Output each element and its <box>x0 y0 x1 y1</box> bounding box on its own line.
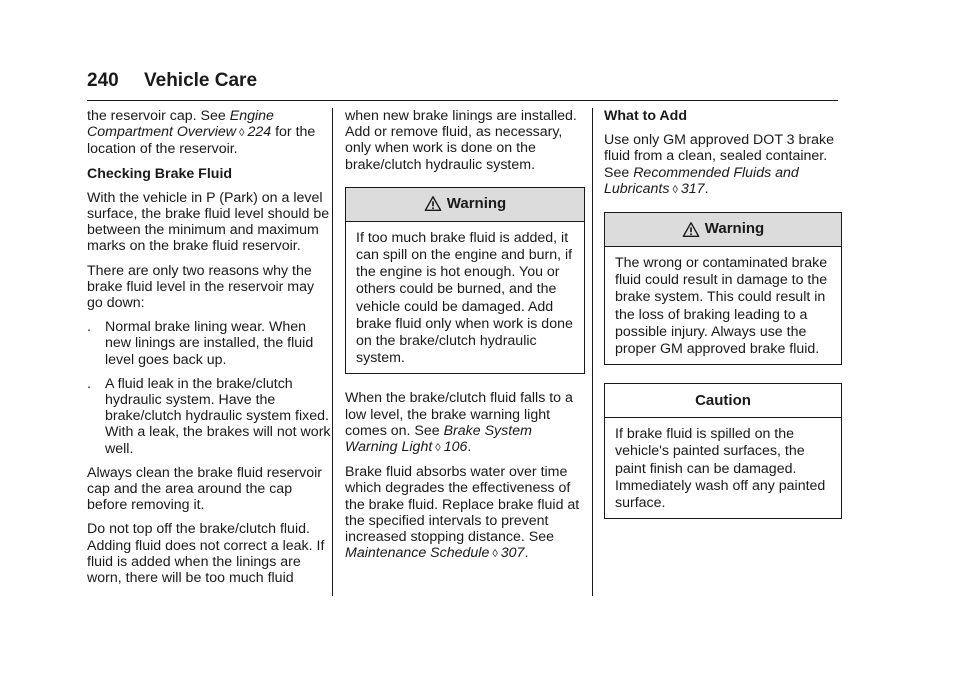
paragraph: Always clean the brake fluid reservoir cap and the area around the cap before removing it. <box>87 464 322 514</box>
paragraph: Brake fluid absorbs water over time which degrades the effectiveness of the brake fluid. Replace brake fluid at the specified intervals to prevent increased stopping distance. See Maintenance Schedule ◊ 307. <box>345 464 580 562</box>
subheading: What to Add <box>604 108 687 124</box>
paragraph: when new brake linings are installed. Add or remove fluid, as necessary, only when work is done on the brake/clutch hydraulic system. <box>345 108 577 173</box>
paragraph: There are only two reasons why the brake fluid level in the reservoir may go down: <box>87 262 315 312</box>
paragraph: When the brake/clutch fluid falls to a low level, the brake warning light comes on. See Brake System Warning Light ◊ 106. <box>345 390 573 456</box>
page-ref-icon: ◊ <box>672 183 678 196</box>
cross-reference-link[interactable]: Engine Compartment Overview <box>87 108 274 141</box>
cross-reference-link[interactable]: Maintenance Schedule <box>345 545 490 562</box>
warning-triangle-icon <box>682 221 700 239</box>
warning-triangle-icon <box>424 195 442 213</box>
page-number: 240 <box>87 70 119 91</box>
cross-reference-link[interactable]: Recommended Fluids and Lubricants <box>604 164 799 197</box>
page-ref-number[interactable]: 317 <box>680 180 705 197</box>
column-3 <box>604 108 842 519</box>
warning-title: Warning <box>704 220 765 238</box>
page-ref-icon: ◊ <box>492 548 498 561</box>
warning-title: Warning <box>446 195 507 213</box>
warning-text: The wrong or contaminated brake fluid could result in damage to the brake system. This could result in the loss of braking leading to a possible injury. Always use the proper GM approved brake fluid. <box>615 255 828 358</box>
column-2 <box>345 108 585 570</box>
bullet-icon: . <box>87 375 91 392</box>
warning-header <box>605 213 841 247</box>
cross-reference-link[interactable]: Brake System Warning Light <box>345 422 532 456</box>
warning-header <box>346 188 584 222</box>
caution-header <box>605 384 841 418</box>
page-ref-icon: ◊ <box>435 442 441 455</box>
caution-title: Caution <box>695 391 751 409</box>
warning-text: If too much brake fluid is added, it can spill on the engine and burn, if the engine is hot enough. You or others could be burned, and the vehicle could be damaged. Add brake fluid only when work is done on the brake/clutch hydraulic system. <box>356 229 573 367</box>
subheading: Checking Brake Fluid <box>87 165 233 182</box>
column-divider <box>332 108 333 596</box>
column-1 <box>87 108 332 594</box>
warning-box <box>604 212 842 365</box>
warning-box <box>345 187 585 375</box>
bullet-item: . A fluid leak in the brake/clutch hydraulic system. Have the brake/clutch hydraulic system fixed. With a leak, the brakes will not work well. <box>87 375 331 457</box>
bullet-icon: . <box>87 319 91 336</box>
section-title: Vehicle Care <box>144 70 258 91</box>
paragraph: Use only GM approved DOT 3 brake fluid from a clean, sealed container. See Recommended Fluids and Lubricants ◊ 317. <box>604 132 834 197</box>
column-divider <box>592 108 593 596</box>
caution-text: If brake fluid is spilled on the vehicle's painted surfaces, the paint finish can be damaged. Immediately wash off any painted surface. <box>615 426 826 512</box>
intro-paragraph: the reservoir cap. See Engine Compartment Overview ◊ 224 for the location of the reservoir. <box>87 108 316 158</box>
paragraph: With the vehicle in P (Park) on a level surface, the brake fluid level should be between the minimum and maximum marks on the brake fluid reservoir. <box>87 189 330 255</box>
page-ref-number[interactable]: 106 <box>443 439 468 456</box>
page-header <box>87 70 838 101</box>
page-ref-number[interactable]: 307 <box>500 545 525 562</box>
caution-box <box>604 383 842 519</box>
page-ref-number[interactable]: 224 <box>247 124 272 141</box>
page-ref-icon: ◊ <box>239 127 245 140</box>
bullet-item: . Normal brake lining wear. When new linings are installed, the fluid level goes back up. <box>87 319 314 368</box>
paragraph: Do not top off the brake/clutch fluid. Adding fluid does not correct a leak. If fluid is added when the linings are worn, there will be too much fluid <box>87 521 325 587</box>
